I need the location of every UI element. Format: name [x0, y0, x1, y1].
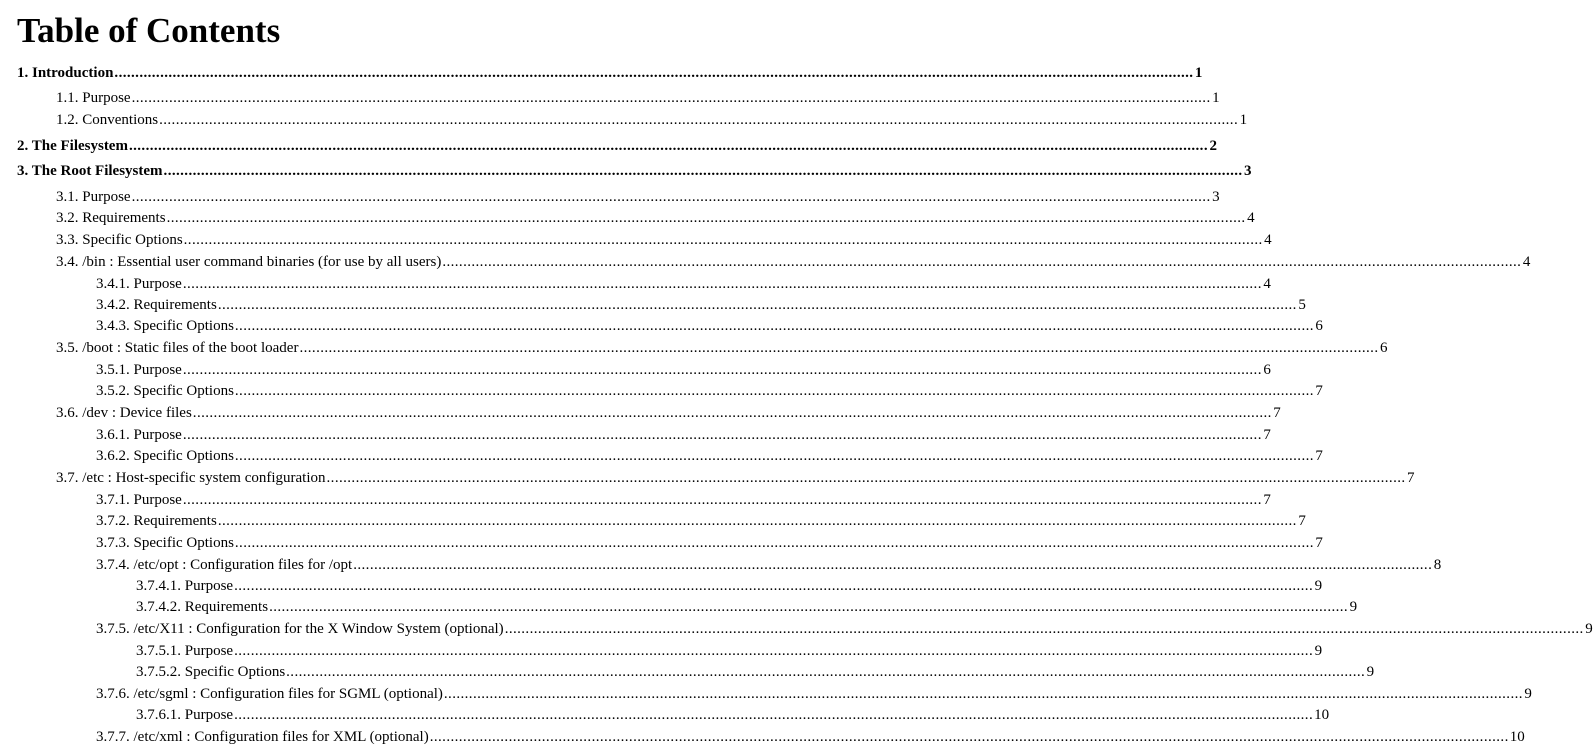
toc-entry-label: 3.4.1. Purpose — [96, 276, 182, 292]
toc-entry-label: 3.1. Purpose — [56, 189, 131, 205]
toc-entry-page-number: 6 — [1315, 318, 1323, 334]
toc-entry-label: 3.7.4. /etc/opt : Configuration files for /opt — [96, 557, 353, 573]
dot-leader: .................................................................................................................................................................................................................................................................... — [429, 729, 1509, 745]
toc-entry[interactable] — [56, 338, 1388, 358]
dot-leader: .................................................................................................................................................................................................................................................................... — [114, 65, 1194, 81]
toc-entry[interactable] — [17, 63, 1203, 83]
dot-leader: .................................................................................................................................................................................................................................................................... — [234, 707, 1314, 723]
toc-entry-page-number: 9 — [1314, 578, 1323, 594]
dot-leader: .................................................................................................................................................................................................................................................................... — [299, 340, 1379, 356]
dot-leader: .................................................................................................................................................................................................................................................................... — [131, 90, 1211, 106]
toc-entry[interactable] — [96, 684, 1532, 704]
dot-leader: .................................................................................................................................................................................................................................................................... — [234, 383, 1314, 399]
toc-entry-page-number: 7 — [1263, 492, 1271, 508]
toc-entry-page-number: 10 — [1509, 729, 1525, 745]
toc-entry-label: 3.7.4.2. Requirements — [136, 599, 269, 615]
toc-entry-label: 3.7.5.2. Specific Options — [136, 664, 286, 680]
toc-entry[interactable] — [56, 252, 1531, 272]
toc-entry[interactable] — [96, 360, 1271, 380]
dot-leader: .................................................................................................................................................................................................................................................................... — [234, 643, 1314, 659]
dot-leader: .................................................................................................................................................................................................................................................................... — [159, 112, 1239, 128]
toc-entry-page-number: 1 — [1212, 90, 1220, 106]
toc-entry[interactable] — [56, 110, 1248, 130]
toc-entry-page-number: 5 — [1298, 297, 1306, 313]
dot-leader: .................................................................................................................................................................................................................................................................... — [128, 138, 1208, 154]
toc-entry[interactable] — [96, 533, 1323, 553]
dot-leader: .................................................................................................................................................................................................................................................................... — [182, 276, 1262, 292]
toc-entry-page-number: 7 — [1407, 470, 1415, 486]
dot-leader: .................................................................................................................................................................................................................................................................... — [269, 599, 1349, 615]
toc-entry[interactable] — [96, 619, 1593, 639]
toc-entry-page-number: 10 — [1314, 707, 1330, 723]
toc-entry-page-number: 9 — [1524, 686, 1532, 702]
dot-leader: .................................................................................................................................................................................................................................................................... — [183, 232, 1263, 248]
dot-leader: .................................................................................................................................................................................................................................................................... — [131, 189, 1211, 205]
toc-entry-label: 3.5.1. Purpose — [96, 362, 182, 378]
toc-entry[interactable] — [96, 295, 1306, 315]
toc-entry[interactable] — [136, 641, 1323, 661]
toc-entry-page-number: 7 — [1263, 427, 1271, 443]
toc-entry-page-number: 7 — [1315, 535, 1323, 551]
toc-entry-page-number: 3 — [1212, 189, 1220, 205]
toc-entry-page-number: 4 — [1264, 232, 1272, 248]
toc-entry-label: 2. The Filesystem — [17, 138, 128, 154]
toc-entry-page-number: 9 — [1349, 599, 1358, 615]
toc-entry-label: 1.1. Purpose — [56, 90, 131, 106]
toc-entry-label: 3.7.5. /etc/X11 : Configuration for the X Window System (optional) — [96, 621, 504, 637]
toc-entry-page-number: 8 — [1433, 557, 1442, 573]
toc-entry-page-number: 4 — [1247, 210, 1255, 226]
toc-entry-label: 3.5.2. Specific Options — [96, 383, 234, 399]
toc-entry-label: 3.7.1. Purpose — [96, 492, 182, 508]
toc-entry-label: 3. The Root Filesystem — [17, 163, 163, 179]
toc-entry-page-number: 2 — [1209, 138, 1217, 154]
toc-entry-page-number: 9 — [1585, 621, 1593, 637]
toc-entry[interactable] — [136, 662, 1375, 682]
dot-leader: .................................................................................................................................................................................................................................................................... — [163, 163, 1243, 179]
toc-entry-page-number: 9 — [1366, 664, 1375, 680]
dot-leader: .................................................................................................................................................................................................................................................................... — [234, 578, 1314, 594]
toc-entry[interactable] — [96, 274, 1271, 294]
toc-entry-label: 3.5. /boot : Static files of the boot loader — [56, 340, 299, 356]
toc-entry[interactable] — [136, 597, 1358, 617]
toc-entry[interactable] — [96, 490, 1271, 510]
toc-entry[interactable] — [96, 316, 1323, 336]
toc-entry-label: 3.7.5.1. Purpose — [136, 643, 234, 659]
toc-entry-label: 3.7.7. /etc/xml : Configuration files for XML (optional) — [96, 729, 429, 745]
toc-entry-label: 3.4. /bin : Essential user command binaries (for use by all users) — [56, 254, 442, 270]
toc-entry[interactable] — [96, 727, 1525, 747]
dot-leader: .................................................................................................................................................................................................................................................................... — [192, 405, 1272, 421]
toc-entry[interactable] — [17, 161, 1252, 181]
toc-entry-label: 1. Introduction — [17, 65, 114, 81]
toc-entry-label: 3.6.2. Specific Options — [96, 448, 234, 464]
toc-entry-label: 3.2. Requirements — [56, 210, 166, 226]
toc-entry[interactable] — [96, 511, 1306, 531]
toc-entry-page-number: 6 — [1379, 340, 1388, 356]
dot-leader: .................................................................................................................................................................................................................................................................... — [217, 297, 1297, 313]
toc-entry-page-number: 1 — [1239, 112, 1248, 128]
toc-entry-label: 3.4.3. Specific Options — [96, 318, 234, 334]
toc-entry[interactable] — [17, 136, 1217, 156]
toc-entry[interactable] — [96, 381, 1323, 401]
toc-entry-label: 3.7. /etc : Host-specific system configuration — [56, 470, 326, 486]
dot-leader: .................................................................................................................................................................................................................................................................... — [182, 492, 1262, 508]
toc-entry-page-number: 3 — [1244, 163, 1252, 179]
dot-leader: .................................................................................................................................................................................................................................................................... — [217, 513, 1297, 529]
toc-entry-page-number: 7 — [1315, 448, 1323, 464]
toc-entry-page-number: 4 — [1522, 254, 1531, 270]
toc-entry-page-number: 6 — [1263, 362, 1271, 378]
toc-entry[interactable] — [56, 468, 1415, 488]
dot-leader: .................................................................................................................................................................................................................................................................... — [182, 427, 1262, 443]
toc-entry-label: 1.2. Conventions — [56, 112, 159, 128]
toc-entry[interactable] — [96, 446, 1323, 466]
toc-entry[interactable] — [56, 187, 1220, 207]
toc-entry-label: 3.7.6.1. Purpose — [136, 707, 234, 723]
toc-entry[interactable] — [56, 208, 1255, 228]
dot-leader: .................................................................................................................................................................................................................................................................... — [443, 686, 1523, 702]
dot-leader: .................................................................................................................................................................................................................................................................... — [326, 470, 1406, 486]
toc-entry[interactable] — [136, 705, 1330, 725]
toc-entry-label: 3.4.2. Requirements — [96, 297, 217, 313]
dot-leader: .................................................................................................................................................................................................................................................................... — [234, 448, 1314, 464]
dot-leader: .................................................................................................................................................................................................................................................................... — [166, 210, 1246, 226]
toc-entry-label: 3.7.2. Requirements — [96, 513, 217, 529]
toc-entry-label: 3.3. Specific Options — [56, 232, 183, 248]
toc-entry[interactable] — [136, 576, 1323, 596]
toc-entry[interactable] — [56, 403, 1281, 423]
dot-leader: .................................................................................................................................................................................................................................................................... — [234, 318, 1314, 334]
dot-leader: .................................................................................................................................................................................................................................................................... — [353, 557, 1433, 573]
toc-entry-page-number: 7 — [1315, 383, 1323, 399]
dot-leader: .................................................................................................................................................................................................................................................................... — [234, 535, 1314, 551]
toc-entry-label: 3.7.3. Specific Options — [96, 535, 234, 551]
dot-leader: .................................................................................................................................................................................................................................................................... — [504, 621, 1584, 637]
toc-entry-label: 3.7.6. /etc/sgml : Configuration files for SGML (optional) — [96, 686, 443, 702]
toc-entry[interactable] — [56, 230, 1272, 250]
dot-leader: .................................................................................................................................................................................................................................................................... — [286, 664, 1366, 680]
toc-entry-page-number: 7 — [1298, 513, 1306, 529]
dot-leader: .................................................................................................................................................................................................................................................................... — [442, 254, 1522, 270]
toc-entry[interactable] — [96, 555, 1442, 575]
dot-leader: .................................................................................................................................................................................................................................................................... — [182, 362, 1262, 378]
toc-entry-page-number: 9 — [1314, 643, 1323, 659]
toc-entry-label: 3.6. /dev : Device files — [56, 405, 192, 421]
toc-entry-page-number: 1 — [1194, 65, 1203, 81]
toc-entry[interactable] — [56, 88, 1220, 108]
toc-entry-label: 3.7.4.1. Purpose — [136, 578, 234, 594]
toc-entry-label: 3.6.1. Purpose — [96, 427, 182, 443]
toc-entry-page-number: 7 — [1273, 405, 1281, 421]
page-title: Table of Contents — [17, 11, 281, 50]
toc-entry-page-number: 4 — [1263, 276, 1271, 292]
toc-entry[interactable] — [96, 425, 1271, 445]
